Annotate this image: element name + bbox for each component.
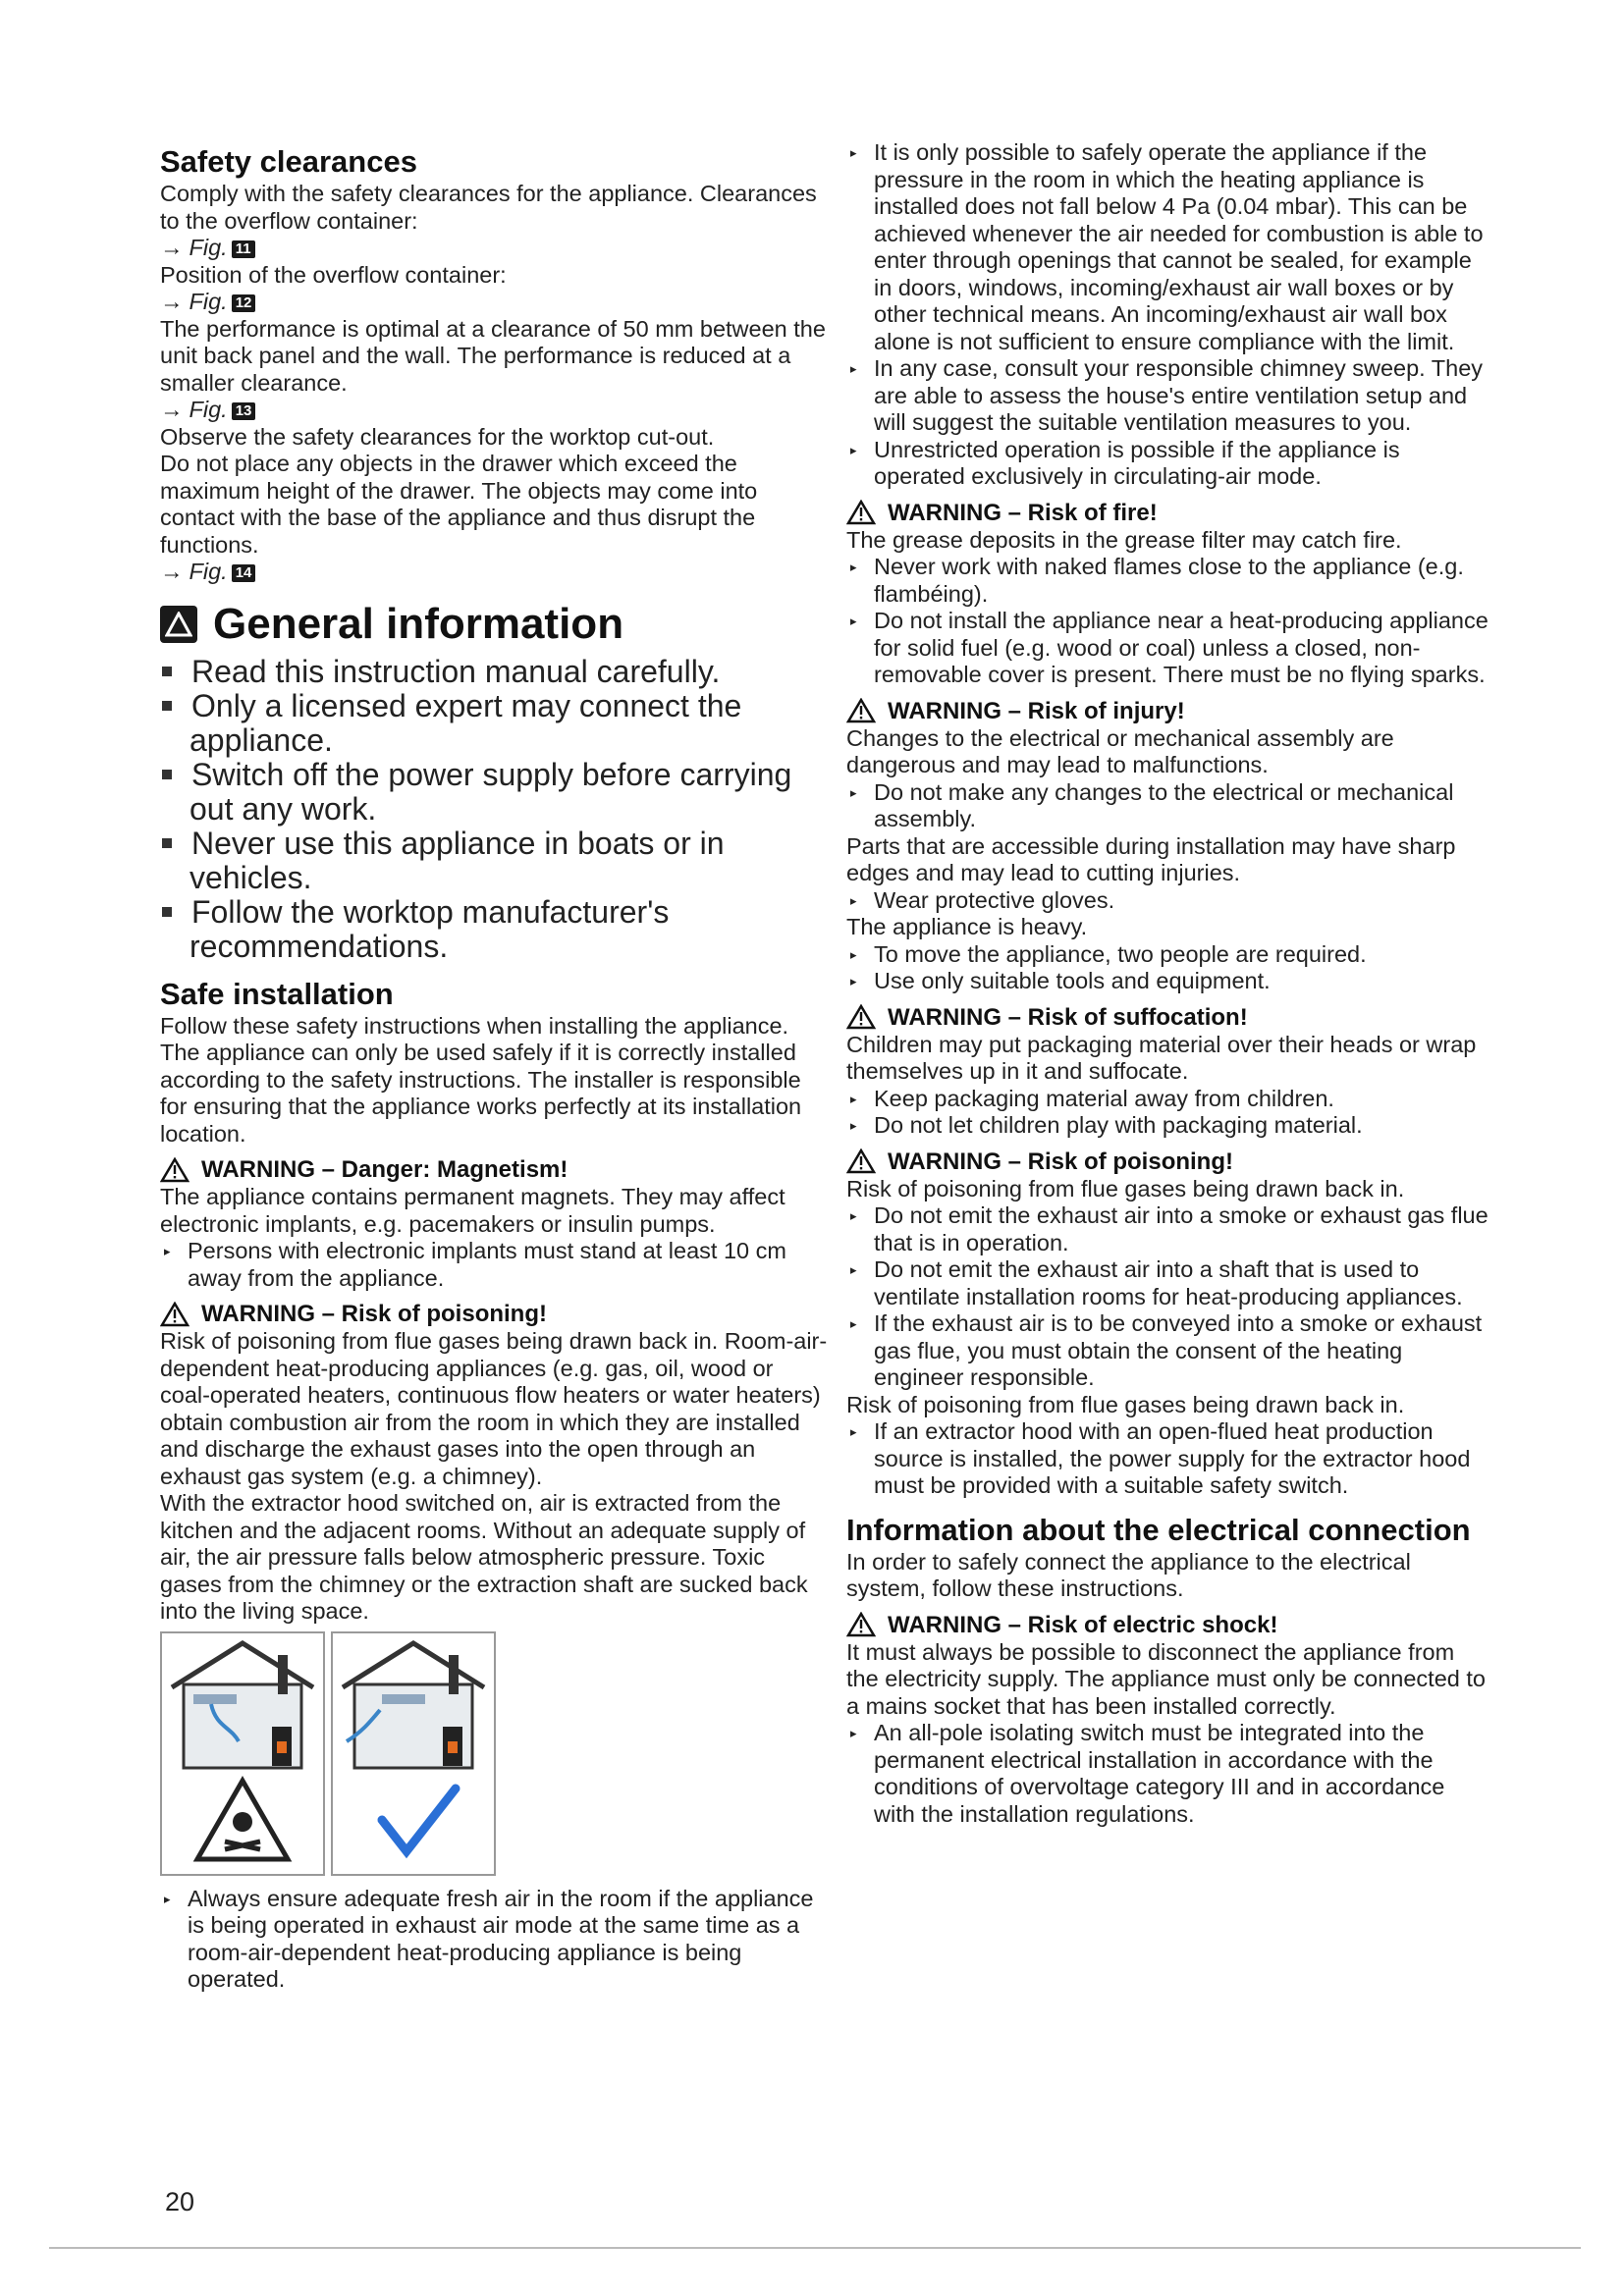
fire-bullet-2: ▸ Do not install the appliance near a heat-producing appliance for solid fuel (e.g. wood or coal) unless a closed, non-removable cover is present. There must be no flying sparks. [850, 608, 1489, 687]
electrical-connection-text: In order to safely connect the appliance to the electrical system, follow these instructions. [846, 1548, 1411, 1601]
fire-text: The grease deposits in the grease filter may catch fire. [846, 526, 1402, 553]
general-bullet-2: Only a licensed expert may connect the appliance. [160, 689, 828, 758]
arrow-right-icon: → [160, 397, 184, 422]
chimney-sweep-bullet: ▸ In any case, consult your responsible chimney sweep. They are able to assess the house's entire ventilation setup and will suggest the suitable ventilation measures to you. [850, 355, 1484, 435]
warning-poisoning-title-left: WARNING – Risk of poisoning! [160, 1301, 828, 1327]
left-column [160, 137, 828, 1994]
bullet-triangle-icon: ▸ [850, 361, 857, 376]
poisoning2-bullet-1: ▸ Do not emit the exhaust air into a smoke or exhaust gas flue that is in operation. [850, 1202, 1489, 1255]
electric-shock-text: It must always be possible to disconnect the appliance from the electricity supply. The appliance must only be connected to a mains socket that has been installed correctly. [846, 1638, 1486, 1719]
warning-magnetism-title: WARNING – Danger: Magnetism! [160, 1156, 828, 1183]
safe-installation-heading: Safe installation [160, 976, 394, 1011]
safe-installation-text-1: Follow these safety instructions when installing the appliance. [160, 1012, 789, 1039]
figure-correct-setup [331, 1631, 496, 1876]
square-bullet-icon [162, 838, 172, 848]
safe-installation-text-2: The appliance can only be used safely if it is correctly installed according to the safety instructions. The installer is responsible for ensuring that the appliance works perfectly at its installation location. [160, 1040, 802, 1147]
arrow-right-icon: → [160, 235, 184, 260]
arrow-right-icon: → [160, 289, 184, 314]
bullet-triangle-icon: ▸ [850, 1424, 857, 1439]
safety-clearances-text-5: Do not place any objects in the drawer which exceed the maximum height of the drawer. The objects may come into contact with the base of the appliance and thus disrupt the functions. [160, 451, 758, 558]
bullet-triangle-icon: ▸ [850, 946, 857, 962]
poisoning-figures [160, 1631, 828, 1876]
square-bullet-icon [162, 770, 172, 779]
suffocation-bullet-1: ▸ Keep packaging material away from children. [850, 1085, 1334, 1111]
page-number: 20 [165, 2187, 195, 2216]
electrical-connection-heading: Information about the electrical connection [846, 1512, 1471, 1547]
injury-text-2: Parts that are accessible during installation may have sharp edges and may lead to cutting injuries. [846, 832, 1456, 885]
bullet-triangle-icon: ▸ [850, 1118, 857, 1133]
injury-bullet-3: ▸ To move the appliance, two people are required. [850, 940, 1367, 967]
bullet-triangle-icon: ▸ [850, 1262, 857, 1277]
warning-injury-title: WARNING – Risk of injury! [846, 698, 1489, 724]
electric-shock-bullet-1: ▸ An all-pole isolating switch must be integrated into the permanent electrical installation in accordance with the conditions of overvoltage category III and in accordance with the installation regulations. [850, 1720, 1445, 1827]
warning-triangle-icon [160, 1302, 189, 1327]
warning-triangle-icon [846, 1612, 876, 1637]
square-bullet-icon [162, 667, 172, 676]
safety-clearances-text-1: Comply with the safety clearances for the appliance. Clearances to the overflow container: [160, 181, 817, 234]
poisoning2-text-2: Risk of poisoning from flue gases being drawn back in. [846, 1391, 1405, 1417]
bullet-triangle-icon: ▸ [850, 1726, 857, 1740]
warning-box-icon [160, 606, 197, 643]
poisoning-text-1: Risk of poisoning from flue gases being drawn back in. Room-air-dependent heat-producing appliances (e.g. gas, oil, wood or coal-operated heaters, continuous flow heaters or water heaters) obtain combustion air from the room in which they are installed and discharge the exhaust gases into the open through an exhaust gas system (e.g. a chimney). [160, 1328, 828, 1489]
injury-text-1: Changes to the electrical or mechanical assembly are dangerous and may lead to malfunctions. [846, 724, 1394, 777]
general-bullet-3: Switch off the power supply before carrying out any work. [160, 758, 828, 827]
warning-triangle-icon [160, 1157, 189, 1183]
warning-suffocation-title: WARNING – Risk of suffocation! [846, 1004, 1489, 1031]
bullet-triangle-icon: ▸ [850, 442, 857, 457]
warning-triangle-icon [846, 1148, 876, 1174]
bullet-triangle-icon: ▸ [850, 560, 857, 574]
bullet-triangle-icon: ▸ [164, 1891, 171, 1906]
house-ok-illustration [333, 1633, 494, 1874]
warning-triangle-icon [846, 500, 876, 525]
fig-ref-13[interactable]: → Fig. 13 [160, 397, 828, 424]
bullet-triangle-icon: ▸ [850, 1091, 857, 1106]
fig-ref-12[interactable]: → Fig. 12 [160, 289, 828, 316]
safety-clearances-text-4: Observe the safety clearances for the worktop cut-out. [160, 423, 715, 450]
magnetism-bullet-1: ▸ Persons with electronic implants must stand at least 10 cm away from the appliance. [164, 1238, 786, 1291]
general-information-heading: General information [213, 599, 624, 648]
poisoning2-text-1: Risk of poisoning from flue gases being drawn back in. [846, 1175, 1405, 1201]
injury-bullet-1: ▸ Do not make any changes to the electrical or mechanical assembly. [850, 778, 1454, 831]
general-bullet-5: Follow the worktop manufacturer's recommendations. [160, 895, 828, 964]
poisoning2-bullet-2: ▸ Do not emit the exhaust air into a shaft that is used to ventilate installation rooms for heat-producing appliances. [850, 1256, 1463, 1309]
general-bullet-1: Read this instruction manual carefully. [160, 655, 828, 689]
arrow-right-icon: → [160, 559, 184, 584]
general-bullet-4: Never use this appliance in boats or in vehicles. [160, 827, 828, 895]
poisoning2-bullet-4: ▸ If an extractor hood with an open-flued heat production source is installed, the power supply for the extractor hood must be provided with a suitable safety switch. [850, 1418, 1471, 1498]
warning-fire-title: WARNING – Risk of fire! [846, 500, 1489, 526]
injury-bullet-2: ▸ Wear protective gloves. [850, 886, 1115, 913]
warning-electric-shock-title: WARNING – Risk of electric shock! [846, 1612, 1489, 1638]
square-bullet-icon [162, 907, 172, 917]
bullet-triangle-icon: ▸ [850, 614, 857, 628]
figure-wrong-setup [160, 1631, 325, 1876]
warning-triangle-icon [846, 1004, 876, 1030]
warning-triangle-icon [846, 698, 876, 723]
poisoning-bullet-1: ▸ Always ensure adequate fresh air in the room if the appliance is being operated in exhaust air mode at the same time as a room-air-dependent heat-producing appliance is being operated. [164, 1885, 814, 1992]
circulating-air-bullet: ▸ Unrestricted operation is possible if the appliance is operated exclusively in circulating-air mode. [850, 436, 1400, 489]
house-danger-illustration [162, 1633, 323, 1874]
fig-ref-14[interactable]: → Fig. 14 [160, 559, 828, 586]
bullet-triangle-icon: ▸ [850, 892, 857, 908]
fire-bullet-1: ▸ Never work with naked flames close to the appliance (e.g. flambéing). [850, 554, 1464, 607]
fig-ref-11[interactable]: → Fig. 11 [160, 235, 828, 262]
warning-poisoning-title-right: WARNING – Risk of poisoning! [846, 1148, 1489, 1175]
injury-bullet-4: ▸ Use only suitable tools and equipment. [850, 968, 1271, 993]
safety-clearances-text-2: Position of the overflow container: [160, 261, 507, 288]
bullet-triangle-icon: ▸ [850, 1316, 857, 1331]
general-information-heading-row [160, 600, 828, 649]
bottom-rule [49, 2247, 1581, 2249]
poisoning-text-2: With the extractor hood switched on, air is extracted from the kitchen and the adjacent rooms. Without an adequate supply of air, the air pressure falls below atmospheric pressure. Toxic gases from the chimney or the extraction shaft are sucked back into the living space. [160, 1490, 808, 1624]
magnetism-text: The appliance contains permanent magnets. They may affect electronic implants, e.g. pacemakers or insulin pumps. [160, 1184, 785, 1237]
right-column [846, 139, 1489, 1828]
bullet-triangle-icon: ▸ [850, 145, 857, 160]
bullet-triangle-icon: ▸ [850, 1208, 857, 1223]
square-bullet-icon [162, 701, 172, 711]
pressure-bullet: ▸ It is only possible to safely operate the appliance if the pressure in the room in which the heating appliance is installed does not fall below 4 Pa (0.04 mbar). This can be achieved whenever the air needed for combustion is able to enter through openings that cannot be sealed, for example in doors, windows, incoming/exhaust air wall boxes or by other technical means. An incoming/exhaust air wall box alone is not sufficient to ensure compliance with the limit. [850, 139, 1484, 354]
bullet-triangle-icon: ▸ [164, 1244, 171, 1258]
safety-clearances-heading: Safety clearances [160, 144, 417, 179]
safety-clearances-text-3: The performance is optimal at a clearance of 50 mm between the unit back panel and the wall. The performance is reduced at a smaller clearance. [160, 315, 826, 396]
bullet-triangle-icon: ▸ [850, 974, 857, 988]
suffocation-bullet-2: ▸ Do not let children play with packaging material. [850, 1112, 1363, 1138]
poisoning2-bullet-3: ▸ If the exhaust air is to be conveyed into a smoke or exhaust gas flue, you must obtain the consent of the heating engineer responsible. [850, 1310, 1483, 1390]
suffocation-text: Children may put packaging material over their heads or wrap themselves up in it and suffocate. [846, 1031, 1477, 1084]
injury-text-3: The appliance is heavy. [846, 914, 1088, 939]
bullet-triangle-icon: ▸ [850, 784, 857, 800]
